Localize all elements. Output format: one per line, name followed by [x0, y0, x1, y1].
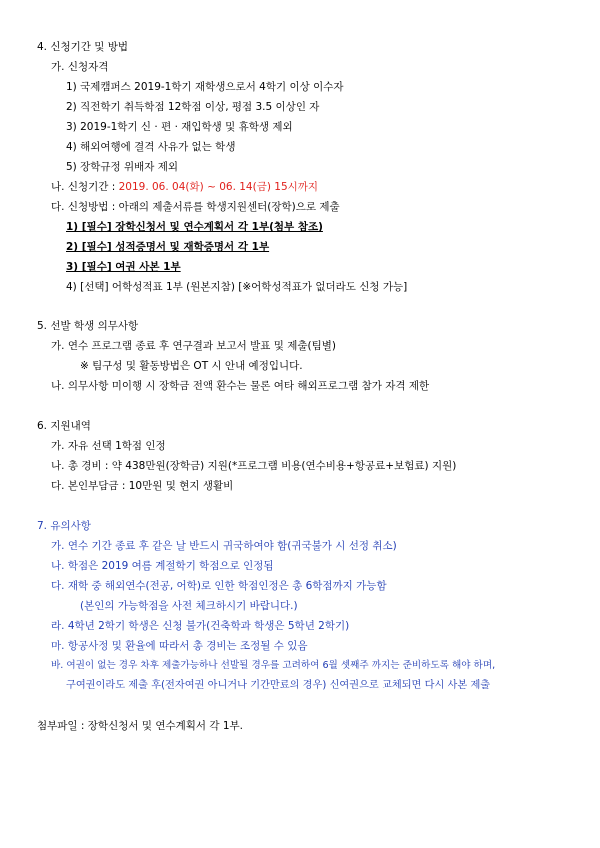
caution-b: 나. 학점은 2019 여름 계절학기 학점으로 인정됨 [51, 560, 274, 572]
attachment-note: 첨부파일 : 장학신청서 및 연수계획서 각 1부. [37, 720, 244, 732]
application-period-label: 나. 신청기간 : [51, 181, 119, 193]
caution-d: 라. 4학년 2학기 학생은 신청 불가(건축학과 학생은 5학년 2학기) [51, 620, 350, 632]
application-method: 다. 신청방법 : 아래의 제출서류를 학생지원센터(장학)으로 제출 [51, 201, 340, 213]
eligibility-title: 가. 신청자격 [51, 61, 109, 73]
required-doc-2: 2) [필수] 성적증명서 및 재학증명서 각 1부 [66, 241, 270, 253]
eligibility-item-2: 2) 직전학기 취득학점 12학점 이상, 평점 3.5 이상인 자 [66, 101, 320, 113]
section-4-title: 4. 신청기간 및 방법 [37, 41, 129, 53]
caution-c: 다. 재학 중 해외연수(전공, 어학)로 인한 학점인정은 총 6학점까지 가능함 [51, 580, 387, 592]
required-doc-3: 3) [필수] 여권 사본 1부 [66, 261, 181, 273]
section-5-title: 5. 선발 학생 의무사항 [37, 320, 139, 332]
eligibility-item-4: 4) 해외여행에 결격 사유가 없는 학생 [66, 141, 236, 153]
duty-b: 나. 의무사항 미이행 시 장학금 전액 환수는 물론 여타 해외프로그램 참가 자격 제한 [51, 380, 430, 392]
eligibility-item-5: 5) 장학규정 위배자 제외 [66, 161, 179, 173]
caution-e: 마. 항공사정 및 환율에 따라서 총 경비는 조정될 수 있음 [51, 640, 308, 652]
support-c: 다. 본인부담금 : 10만원 및 현지 생활비 [51, 480, 234, 492]
application-period-value: 2019. 06. 04(화) ~ 06. 14(금) 15시까지 [118, 181, 319, 193]
caution-f-cont: 구여권이라도 제출 후(전자여권 아니거나 기간만료의 경우) 신여권으로 교체되면 다시 사본 제출 [66, 680, 491, 691]
duty-note: ※ 팀구성 및 활동방법은 OT 시 안내 예정입니다. [80, 360, 303, 372]
section-6-title: 6. 지원내역 [37, 420, 91, 432]
application-period [51, 180, 318, 194]
caution-f: 바. 여권이 없는 경우 차후 제출가능하나 선발될 경우를 고려하여 6월 셋째주 까지는 준비하도록 해야 하며, [51, 660, 496, 671]
eligibility-item-1: 1) 국제캠퍼스 2019-1학기 재학생으로서 4학기 이상 이수자 [66, 81, 344, 93]
section-7-title: 7. 유의사항 [37, 520, 91, 532]
support-a: 가. 자유 선택 1학점 인정 [51, 440, 166, 452]
caution-a: 가. 연수 기간 종료 후 같은 날 반드시 귀국하여야 함(귀국불가 시 선정 취소) [51, 540, 397, 552]
support-b: 나. 총 경비 : 약 438만원(장학금) 지원(*프로그램 비용(연수비용+항공료+보험료) 지원) [51, 460, 457, 472]
caution-c-note: (본인의 가능학점을 사전 체크하시기 바랍니다.) [80, 600, 298, 612]
required-doc-1: 1) [필수] 장학신청서 및 연수계획서 각 1부(첨부 참조) [66, 221, 323, 233]
optional-doc-4: 4) [선택] 어학성적표 1부 (원본지참) [※어학성적표가 없더라도 신청 가능] [66, 281, 408, 293]
eligibility-item-3: 3) 2019-1학기 신 · 편 · 재입학생 및 휴학생 제외 [66, 121, 293, 133]
duty-a: 가. 연수 프로그램 종료 후 연구결과 보고서 발표 및 제출(팀별) [51, 340, 337, 352]
